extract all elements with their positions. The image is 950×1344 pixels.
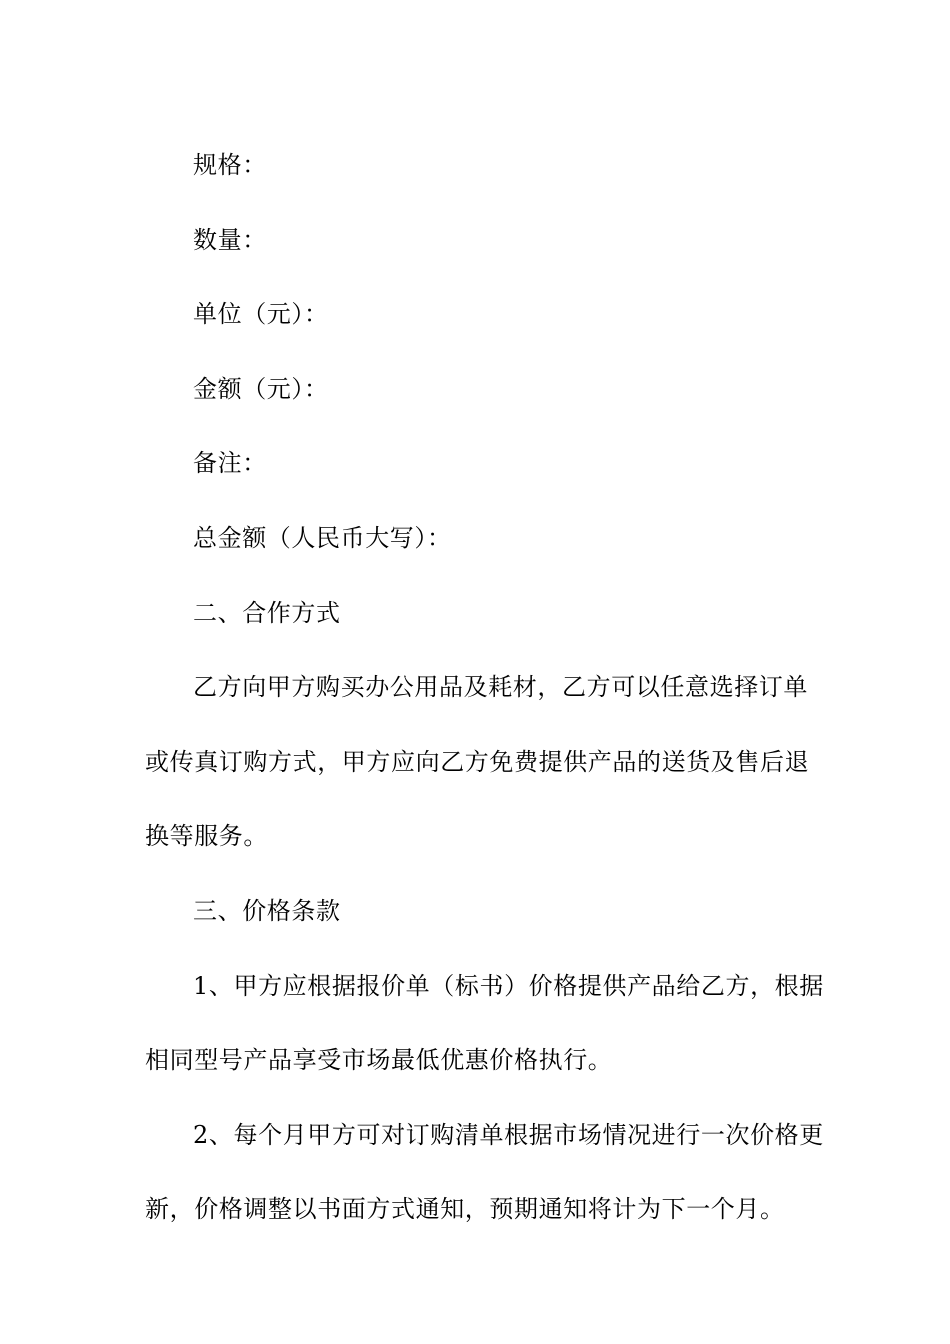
paragraph-cooperation bbox=[145, 650, 815, 874]
paragraph-line: 相同型号产品享受市场最低优惠价格执行。 bbox=[145, 1046, 613, 1075]
paragraph-line: 2、每个月甲方可对订购清单根据市场情况进行一次价格更 bbox=[193, 1120, 824, 1149]
field-spec: 规格： bbox=[193, 151, 267, 179]
section-heading-cooperation: 二、合作方式 bbox=[193, 598, 341, 627]
paragraph-price-item-2 bbox=[145, 1098, 824, 1247]
paragraph-price-item-1 bbox=[145, 949, 824, 1098]
paragraph-line: 或传真订购方式，甲方应向乙方免费提供产品的送货及售后退 bbox=[145, 747, 810, 776]
section-heading-price-terms: 三、价格条款 bbox=[193, 896, 341, 925]
field-remarks: 备注： bbox=[193, 449, 267, 478]
field-unit-price: 单位（元）： bbox=[193, 300, 329, 329]
field-quantity: 数量： bbox=[193, 225, 267, 254]
paragraph-line: 新，价格调整以书面方式通知，预期通知将计为下一个月。 bbox=[145, 1195, 785, 1224]
paragraph-line: 1、甲方应根据报价单（标书）价格提供产品给乙方，根据 bbox=[193, 971, 824, 1000]
paragraph-line: 乙方向甲方购买办公用品及耗材，乙方可以任意选择订单 bbox=[193, 673, 808, 702]
field-amount: 金额（元）： bbox=[193, 374, 329, 403]
field-total-amount: 总金额（人民币大写）： bbox=[193, 523, 452, 552]
paragraph-line: 换等服务。 bbox=[145, 822, 268, 851]
document-body bbox=[145, 128, 824, 1247]
